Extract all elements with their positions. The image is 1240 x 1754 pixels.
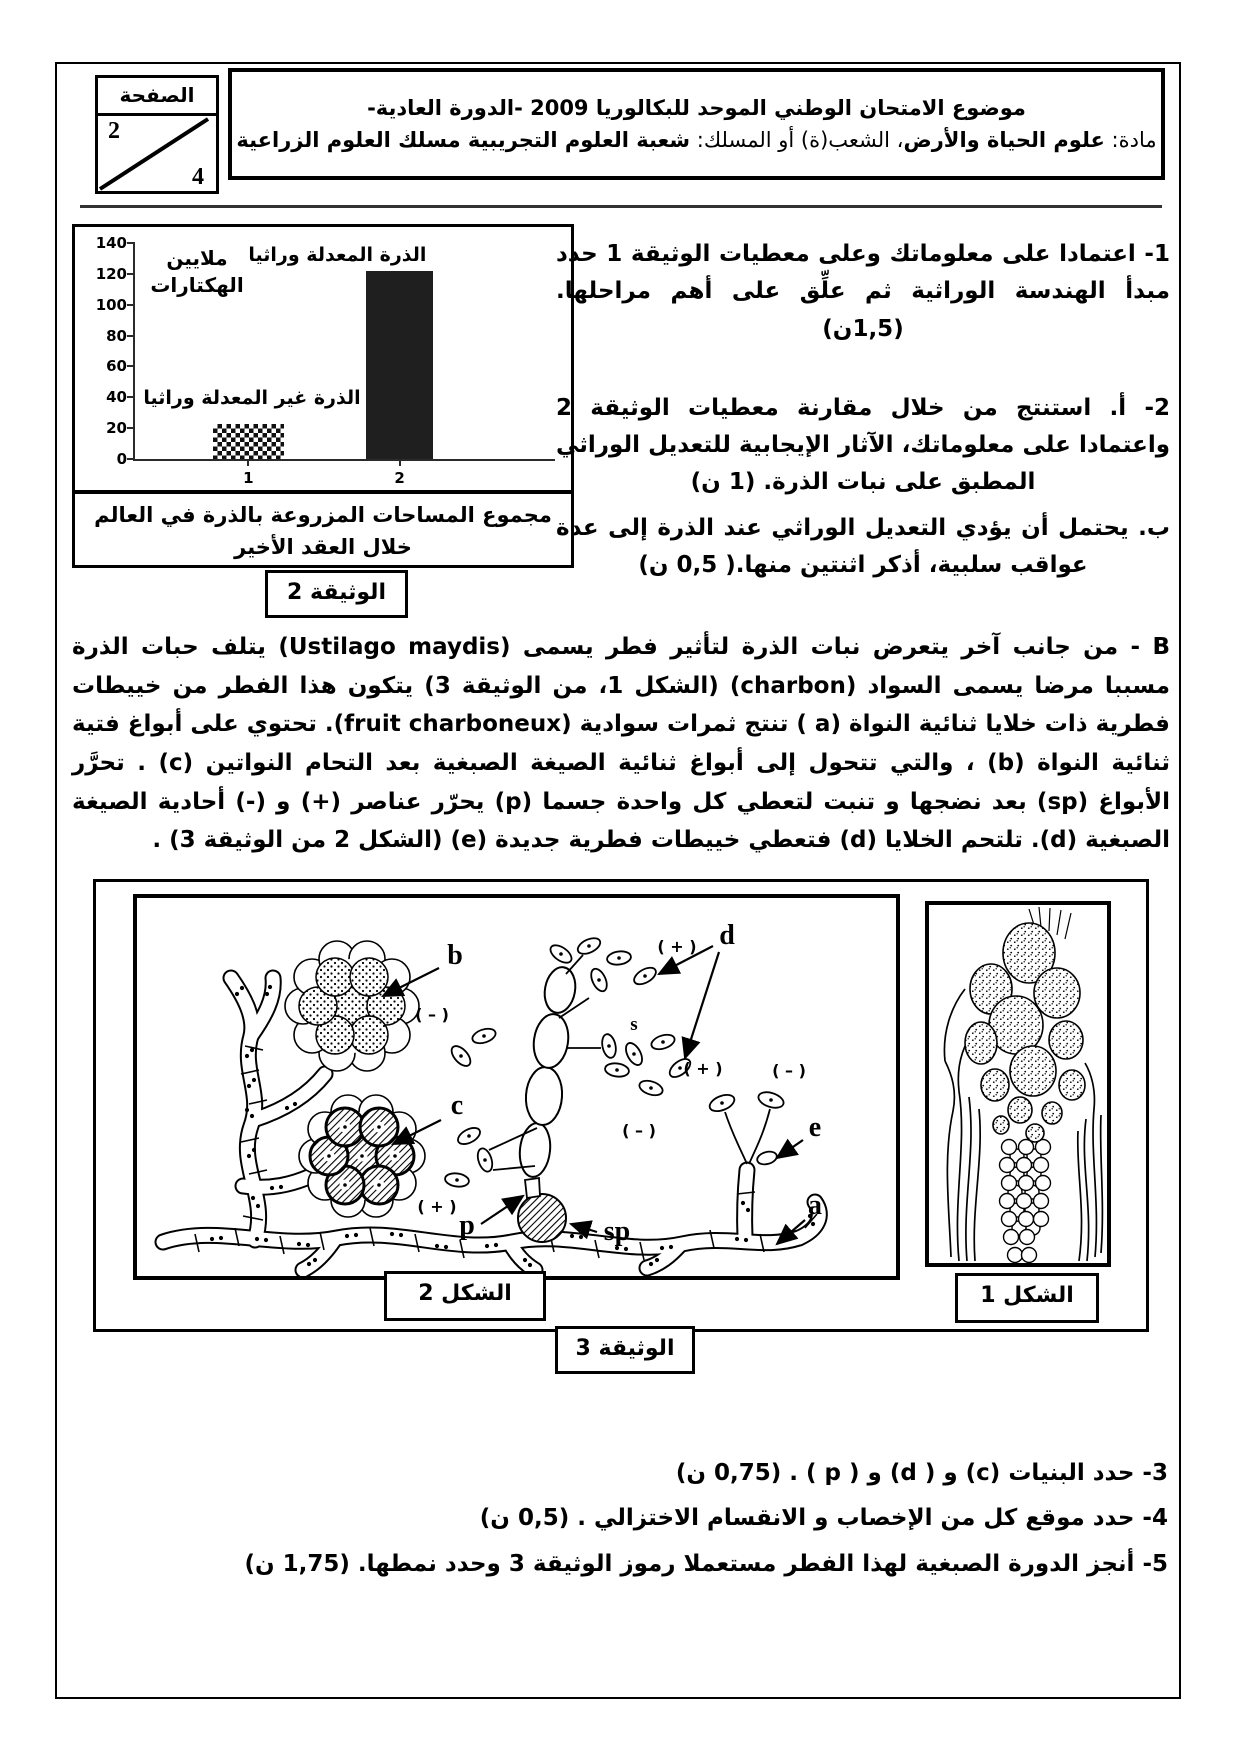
question-1: 1- اعتمادا على معلوماتك وعلى معطيات الوثيقة 1 حدد مبدأ الهندسة الوراثية ثم علِّق على أهم مراحلها. (1,5ن) — [556, 241, 1170, 342]
sorus-c-diploid-spores — [299, 1095, 425, 1217]
figure1-label: الشكل 1 — [955, 1273, 1099, 1323]
spore-sp — [518, 1194, 566, 1242]
label-s: s — [630, 1014, 638, 1035]
chart-caption: مجموع المساحات المزروعة بالذرة في العالم خلال العقد الأخير — [72, 490, 574, 568]
y-tick-mark — [127, 396, 135, 398]
header-divider — [80, 205, 1162, 208]
question-2a: 2- أ. استنتج من خلال مقارنة معطيات الوثيقة 2 واعتمادا على معلوماتك، الآثار الإيجابية للتعديل الوراثي المطبق على نبات الذرة. (1 ن) — [556, 394, 1170, 496]
bar-annotation-1: الذرة غير المعدلة وراثيا — [143, 387, 361, 410]
subject-prefix: مادة: — [1104, 128, 1157, 152]
label-e: e — [808, 1112, 822, 1143]
bar-annotation-2: الذرة المعدلة وراثيا — [248, 243, 427, 266]
label-c: c — [450, 1090, 464, 1121]
sorus-b-young-spores — [285, 941, 419, 1071]
plus-sign-top: ( + ) — [657, 937, 697, 956]
bar-2 — [366, 271, 433, 459]
y-tick-label: 20 — [106, 419, 127, 438]
minus-sign-germ: ( – ) — [772, 1061, 806, 1080]
plus-sign-lower: ( + ) — [417, 1197, 457, 1216]
chart-plot — [95, 234, 555, 487]
questions-3-4-5 — [75, 1455, 1168, 1591]
y-tick-label: 120 — [95, 264, 127, 283]
x-tick-mark — [399, 459, 401, 466]
label-b: b — [447, 940, 463, 971]
bar-1 — [213, 424, 284, 459]
exam-subject-line — [232, 128, 1161, 152]
minus-sign-right: ( – ) — [622, 1121, 656, 1140]
paragraph-b: B - من جانب آخر يتعرض نبات الذرة لتأثير فطر يسمى (Ustilago maydis) يتلف حبات الذرة مسببا مرضا يسمى السواد (charbon) (الشكل 1، من الوثيقة 3) يتكون هذا الفطر من خييطات فطرية ذات خلايا ثنائية النواة (a ) تنتج ثمرات سوادية (fruit charboneux). تحتوي على أبواغ فتية ثنائية النواة (b) ، والتي تتحول إلى أبواغ ثنائية الصيغة الصبغية بعد التحام النواتين (c) . تحرَّر الأبواغ (sp) بعد نضجها و تنبت لتعطي كل واحدة جسما (p) يحرّر عناصر (+) و (-) أحادية الصيغة الصبغية (d). تلتحم الخلايا (d) فتعطي خييطات فطرية جديدة (e) (الشكل 2 من الوثيقة 3) . — [72, 634, 1170, 854]
question-4: 4- حدد موقع كل من الإخصاب و الانقسام الاختزالي . (0,5 ن) — [479, 1505, 1168, 1532]
question-5: 5- أنجز الدورة الصبغية لهذا الفطر مستعملا رموز الوثيقة 3 وحدد نمطها. (1,75 ن) — [244, 1550, 1168, 1577]
septate-hyphae — [163, 978, 822, 1270]
figure2-annotations — [383, 920, 822, 1247]
figure1-corn-ear — [925, 901, 1111, 1267]
fungal-galls — [965, 923, 1085, 1142]
questions-1-2 — [556, 236, 1170, 592]
current-page-number: 2 — [108, 118, 120, 144]
document3-label: الوثيقة 3 — [555, 1326, 695, 1374]
y-axis-unit-label: ملايين الهكتارات — [150, 246, 244, 297]
label-p: p — [459, 1210, 475, 1241]
x-category-label: 2 — [394, 469, 405, 487]
fungus-lifecycle-drawing — [137, 898, 896, 1276]
question-3: 3- حدد البنيات (c) و ( d) و ( p ) . (0,75 ن) — [675, 1460, 1168, 1486]
figure2-fungus-diagram — [133, 894, 900, 1280]
track-prefix: ، الشعب(ة) أو المسلك: — [690, 128, 904, 152]
corn-kernels — [1000, 1140, 1051, 1263]
document3-frame — [93, 879, 1149, 1332]
page-number-cell — [98, 116, 216, 191]
y-tick-mark — [127, 365, 135, 367]
y-tick-label: 100 — [95, 295, 127, 314]
y-tick-mark — [127, 304, 135, 306]
figure2-label: الشكل 2 — [384, 1271, 546, 1321]
y-tick-mark — [127, 427, 135, 429]
total-page-number: 4 — [192, 164, 204, 190]
y-tick-mark — [127, 458, 135, 460]
plus-sign-germ: ( + ) — [683, 1059, 723, 1078]
conjugating-sporidia — [707, 1089, 785, 1166]
y-tick-label: 60 — [106, 357, 127, 376]
x-category-label: 1 — [243, 469, 254, 487]
infected-corn-drawing — [929, 905, 1107, 1263]
document2-chart — [72, 224, 574, 568]
label-sp: sp — [603, 1216, 631, 1247]
y-tick-mark — [127, 242, 135, 244]
y-tick-label: 140 — [95, 234, 127, 252]
exam-header — [228, 68, 1165, 180]
document2-label: الوثيقة 2 — [265, 570, 408, 618]
y-tick-mark — [127, 273, 135, 275]
y-tick-label: 0 — [116, 450, 127, 468]
label-d: d — [719, 920, 735, 951]
y-tick-label: 40 — [106, 388, 127, 407]
hypha-septa — [195, 1046, 817, 1260]
promycelium — [489, 955, 601, 1242]
y-tick-mark — [127, 335, 135, 337]
label-a: a — [808, 1190, 822, 1221]
exam-title: موضوع الامتحان الوطني الموحد للبكالوريا 2009 -الدورة العادية- — [367, 96, 1026, 120]
page-number-caption: الصفحة — [98, 78, 216, 116]
x-tick-mark — [247, 459, 249, 466]
question-2b: ب. يحتمل أن يؤدي التعديل الوراثي عند الذرة إلى عدة عواقب سلبية، أذكر اثنتين منها.( 0,5 ن) — [556, 514, 1170, 578]
subject-name: علوم الحياة والأرض — [903, 128, 1105, 152]
minus-sign-left: ( – ) — [415, 1005, 449, 1024]
track-name: شعبة العلوم التجريبية مسلك العلوم الزراعية — [236, 128, 691, 152]
y-tick-label: 80 — [106, 326, 127, 345]
page-number-box — [95, 75, 219, 194]
